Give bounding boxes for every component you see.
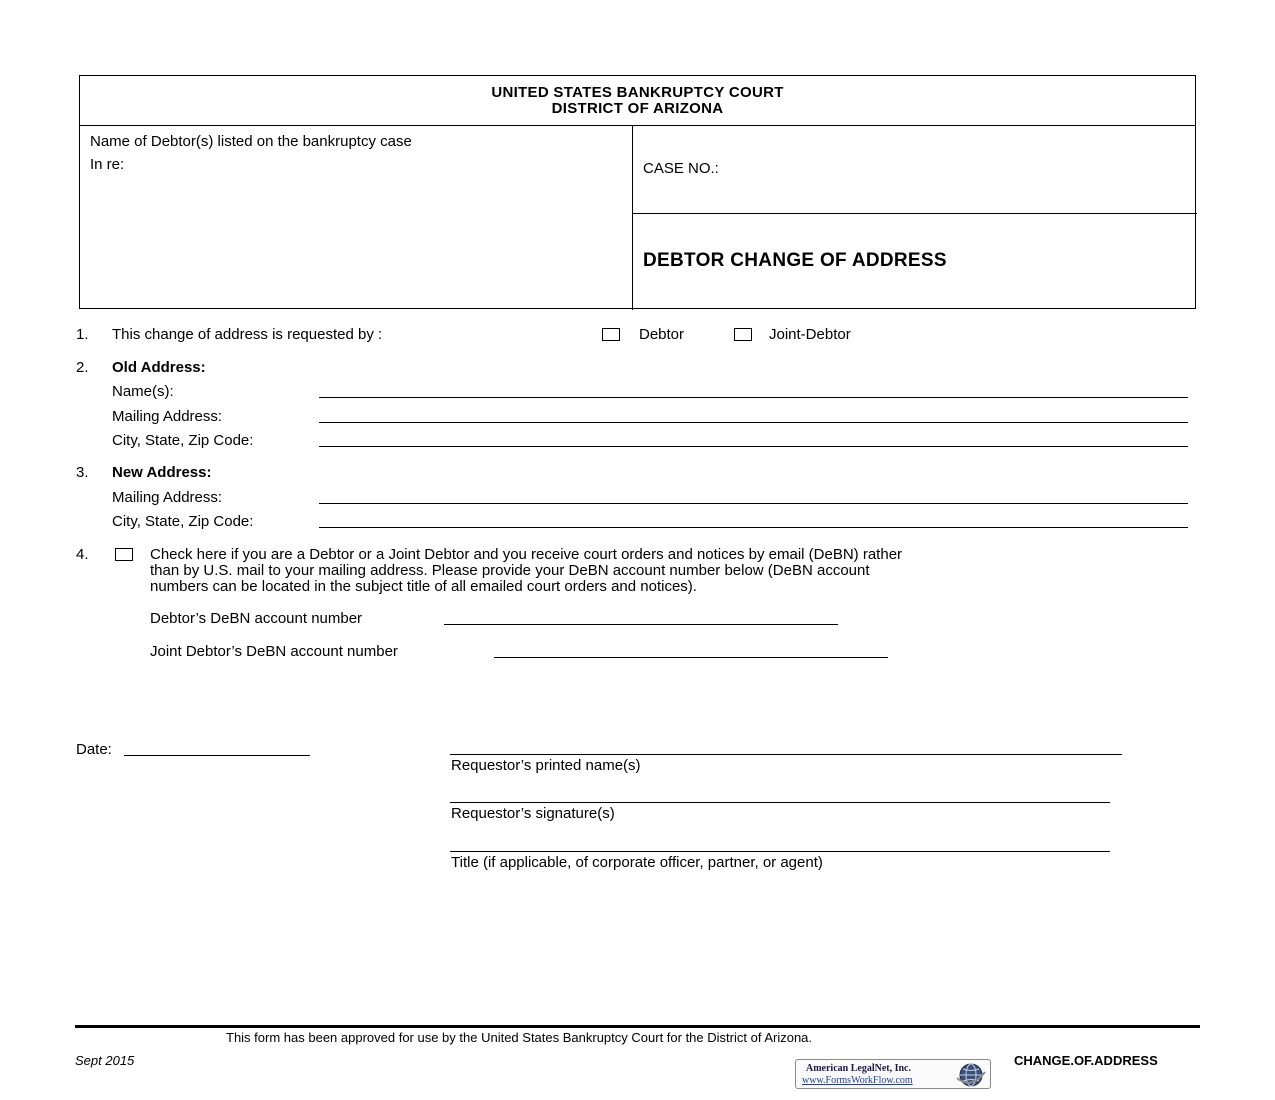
footer-date: Sept 2015 bbox=[75, 1053, 135, 1068]
joint-debn-label: Joint Debtor’s DeBN account number bbox=[150, 643, 398, 660]
new-address-heading: New Address: bbox=[112, 464, 212, 481]
item4-number: 4. bbox=[76, 546, 89, 563]
item1-text: This change of address is requested by : bbox=[112, 326, 383, 343]
debtor-checkbox[interactable] bbox=[602, 328, 620, 341]
item2-number: 2. bbox=[76, 359, 89, 376]
court-heading bbox=[80, 76, 1195, 126]
old-city-label: City, State, Zip Code: bbox=[112, 432, 254, 449]
item4-text-line2: than by U.S. mail to your mailing address. Please provide your DeBN account number below (DeBN account bbox=[150, 562, 870, 579]
debn-checkbox[interactable] bbox=[115, 548, 133, 561]
debtor-option-label: Debtor bbox=[639, 326, 685, 343]
title-line[interactable] bbox=[450, 851, 1110, 852]
form-title: DEBTOR CHANGE OF ADDRESS bbox=[643, 250, 947, 271]
case-no-label: CASE NO.: bbox=[643, 160, 719, 177]
new-mailing-line[interactable] bbox=[319, 503, 1188, 504]
caption-box bbox=[79, 75, 1196, 309]
debtor-name-field[interactable] bbox=[80, 126, 633, 310]
logo-url: www.FormsWorkFlow.com bbox=[802, 1075, 913, 1086]
printed-name-line[interactable] bbox=[450, 754, 1122, 755]
court-name: UNITED STATES BANKRUPTCY COURT bbox=[491, 84, 784, 101]
form-title-cell bbox=[633, 214, 1197, 310]
debtor-debn-label: Debtor’s DeBN account number bbox=[150, 610, 363, 627]
title-label: Title (if applicable, of corporate officer, partner, or agent) bbox=[451, 854, 823, 871]
item4-text-line3: numbers can be located in the subject title of all emailed court orders and notices). bbox=[150, 578, 697, 595]
globe-icon bbox=[954, 1062, 988, 1088]
joint-debtor-checkbox[interactable] bbox=[734, 328, 752, 341]
in-re-label: In re: bbox=[90, 156, 125, 173]
new-city-line[interactable] bbox=[319, 527, 1188, 528]
old-city-line[interactable] bbox=[319, 446, 1188, 447]
debtor-name-label: Name of Debtor(s) listed on the bankruptcy case bbox=[90, 133, 412, 150]
debtor-debn-line[interactable] bbox=[444, 624, 838, 625]
date-label: Date: bbox=[76, 741, 112, 758]
logo-company-name: American LegalNet, Inc. bbox=[806, 1063, 911, 1074]
new-city-label: City, State, Zip Code: bbox=[112, 513, 254, 530]
date-line[interactable] bbox=[124, 755, 310, 756]
old-mailing-line[interactable] bbox=[319, 422, 1188, 423]
old-address-heading: Old Address: bbox=[112, 359, 206, 376]
legalnet-logo bbox=[795, 1059, 991, 1089]
footer-rule bbox=[75, 1025, 1200, 1028]
joint-debtor-option-label: Joint-Debtor bbox=[769, 326, 851, 343]
old-mailing-label: Mailing Address: bbox=[112, 408, 223, 425]
court-district: DISTRICT OF ARIZONA bbox=[551, 100, 724, 117]
item1-number: 1. bbox=[76, 326, 89, 343]
signature-label: Requestor’s signature(s) bbox=[451, 805, 615, 822]
signature-line[interactable] bbox=[450, 802, 1110, 803]
case-number-field[interactable] bbox=[633, 126, 1197, 214]
footer-approval-text: This form has been approved for use by the United States Bankruptcy Court for the District of Arizona. bbox=[226, 1030, 813, 1045]
footer-form-code: CHANGE.OF.ADDRESS bbox=[1014, 1053, 1158, 1068]
old-names-line[interactable] bbox=[319, 397, 1188, 398]
item3-number: 3. bbox=[76, 464, 89, 481]
old-names-label: Name(s): bbox=[112, 383, 174, 400]
joint-debn-line[interactable] bbox=[494, 657, 888, 658]
item4-text-line1: Check here if you are a Debtor or a Joint Debtor and you receive court orders and notices by email (DeBN) rather bbox=[150, 546, 903, 563]
new-mailing-label: Mailing Address: bbox=[112, 489, 223, 506]
printed-name-label: Requestor’s printed name(s) bbox=[451, 757, 641, 774]
